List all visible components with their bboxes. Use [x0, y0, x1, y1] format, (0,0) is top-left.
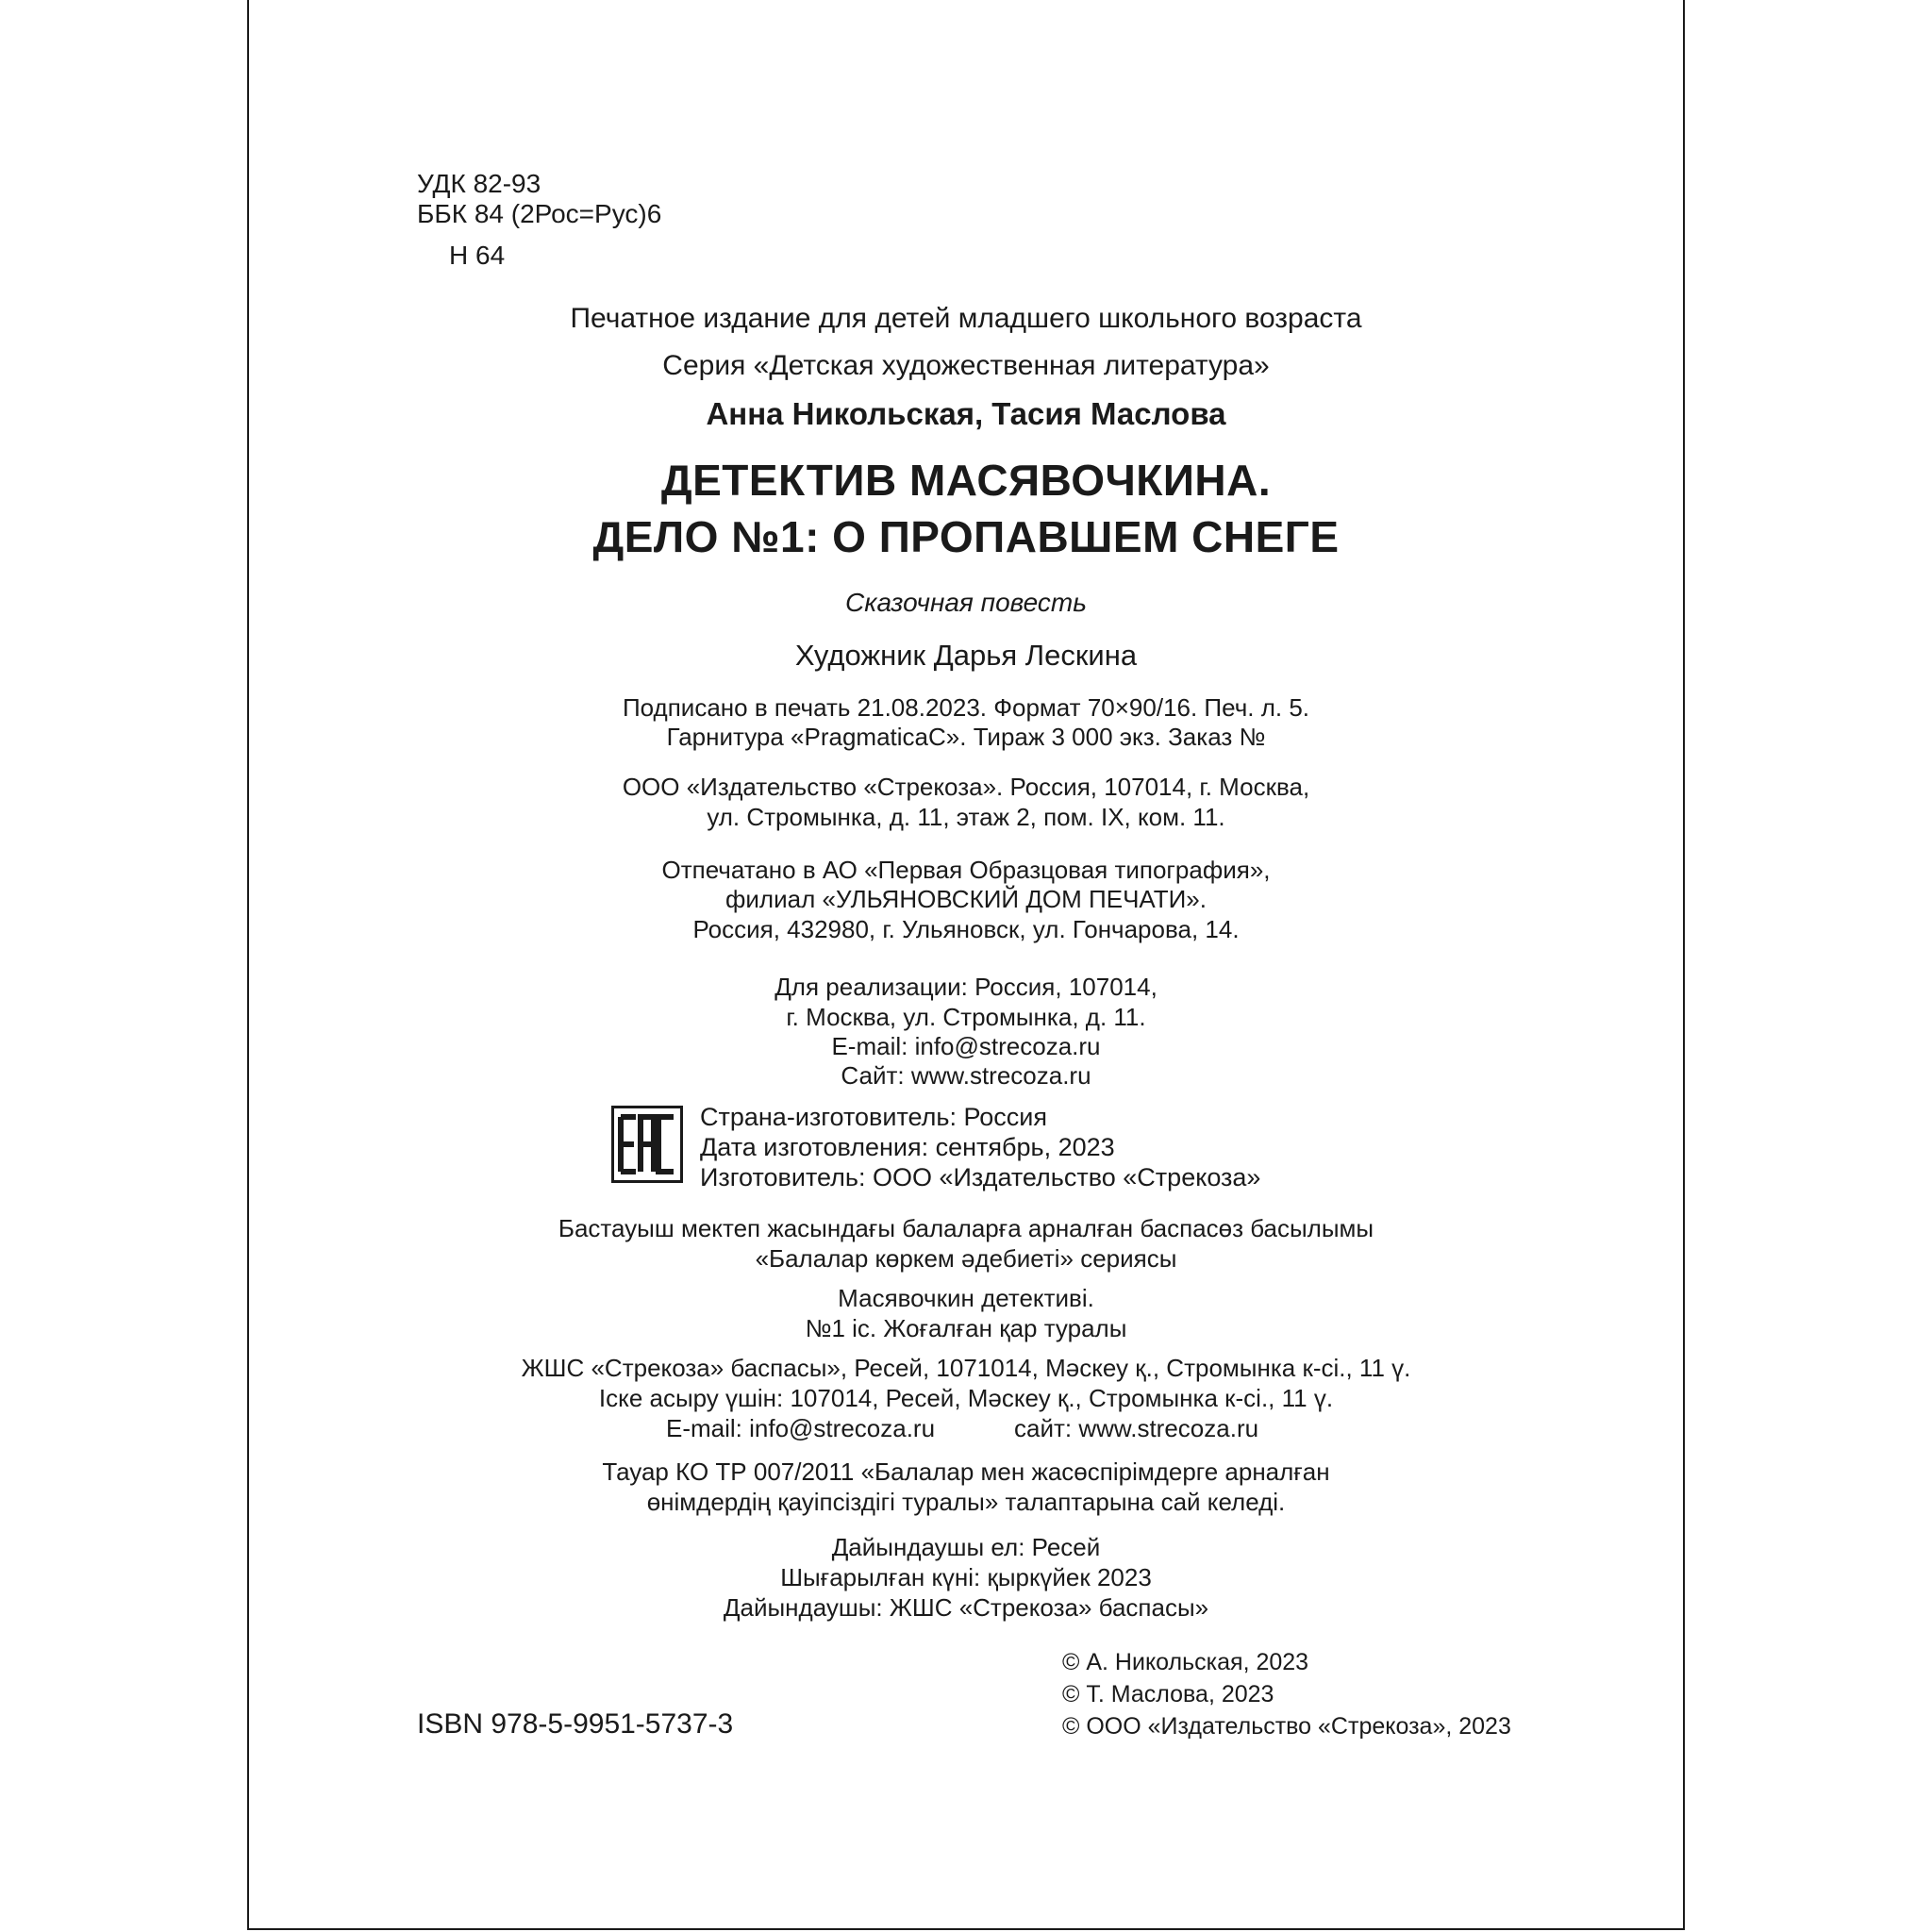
- bbk-code: ББК 84 (2Рос=Рус)6: [417, 199, 662, 228]
- udk-code: УДК 82-93: [417, 169, 541, 198]
- isbn: ISBN 978-5-9951-5737-3: [417, 1708, 734, 1740]
- author-sign: Н 64: [449, 241, 506, 270]
- kz-email: E-mail: info@strecoza.ru: [666, 1414, 936, 1442]
- book-title-line-1: ДЕТЕКТИВ МАСЯВОЧКИНА.: [660, 456, 1272, 505]
- kz-date: Шығарылған күні: қыркүйек 2023: [780, 1563, 1152, 1591]
- printer-line-2: филиал «УЛЬЯНОВСКИЙ ДОМ ПЕЧАТИ».: [725, 885, 1207, 913]
- kz-publisher-line-2: Іске асыру үшін: 107014, Ресей, Мәскеу қ., Стромынка к-сі., 11 ү.: [598, 1384, 1334, 1412]
- authors: Анна Никольская, Тасия Маслова: [706, 396, 1226, 431]
- eac-certification-icon: [611, 1106, 683, 1183]
- kz-standard-line-1: Тауар КО ТР 007/2011 «Балалар мен жасөспірімдерге арналған: [602, 1457, 1330, 1486]
- copyright-line-2: © Т. Маслова, 2023: [1062, 1681, 1274, 1707]
- kz-country: Дайындаушы ел: Ресей: [831, 1533, 1101, 1561]
- distribution-line-1: Для реализации: Россия, 107014,: [774, 973, 1158, 1001]
- publisher-line-1: ООО «Издательство «Стрекоза». Россия, 107014, г. Москва,: [622, 773, 1310, 801]
- kz-edition-line-1: Бастауыш мектеп жасындағы балаларға арналған баспасөз басылымы: [558, 1214, 1374, 1242]
- genre: Сказочная повесть: [845, 588, 1087, 617]
- printer-line-1: Отпечатано в АО «Первая Образцовая типография»,: [661, 856, 1271, 884]
- series: Серия «Детская художественная литература»: [662, 350, 1270, 381]
- page-frame: [247, 0, 1685, 1930]
- copyright-line-1: © А. Никольская, 2023: [1062, 1649, 1309, 1675]
- kz-title-line-2: №1 іс. Жоғалған қар туралы: [805, 1314, 1127, 1342]
- distribution-email: E-mail: info@strecoza.ru: [831, 1032, 1101, 1060]
- eac-date: Дата изготовления: сентябрь, 2023: [700, 1133, 1115, 1161]
- kz-standard-line-2: өнімдердің қауіпсіздігі туралы» талаптарына сай келеді.: [646, 1488, 1286, 1516]
- kz-site: сайт: www.strecoza.ru: [1014, 1414, 1259, 1442]
- eac-country: Страна-изготовитель: Россия: [700, 1103, 1048, 1131]
- distribution-line-2: г. Москва, ул. Стромынка, д. 11.: [786, 1003, 1146, 1031]
- edition-note: Печатное издание для детей младшего школьного возраста: [570, 303, 1362, 334]
- publisher-line-2: ул. Стромынка, д. 11, этаж 2, пом. IX, ком. 11.: [707, 803, 1225, 831]
- book-title-line-2: ДЕЛО №1: О ПРОПАВШЕМ СНЕГЕ: [592, 512, 1340, 561]
- kz-edition-line-2: «Балалар көркем әдебиеті» сериясы: [755, 1244, 1177, 1273]
- print-info-line-1: Подписано в печать 21.08.2023. Формат 70×90/16. Печ. л. 5.: [622, 693, 1310, 722]
- kz-title-line-1: Масявочкин детективі.: [838, 1284, 1094, 1312]
- distribution-site: Сайт: www.strecoza.ru: [841, 1061, 1091, 1090]
- illustrator: Художник Дарья Лескина: [794, 639, 1138, 672]
- print-info-line-2: Гарнитура «PragmaticaC». Тираж 3 000 экз. Заказ №: [666, 723, 1266, 751]
- kz-publisher-line-1: ЖШС «Стрекоза» баспасы», Ресей, 1071014, Мәскеу қ., Стромынка к-сі., 11 ү.: [521, 1354, 1411, 1382]
- copyright-line-3: © ООО «Издательство «Стрекоза», 2023: [1062, 1713, 1511, 1740]
- kz-manufacturer: Дайындаушы: ЖШС «Стрекоза» баспасы»: [723, 1593, 1209, 1622]
- printer-line-3: Россия, 432980, г. Ульяновск, ул. Гончарова, 14.: [692, 915, 1240, 943]
- eac-manufacturer: Изготовитель: ООО «Издательство «Стрекоза»: [700, 1163, 1261, 1191]
